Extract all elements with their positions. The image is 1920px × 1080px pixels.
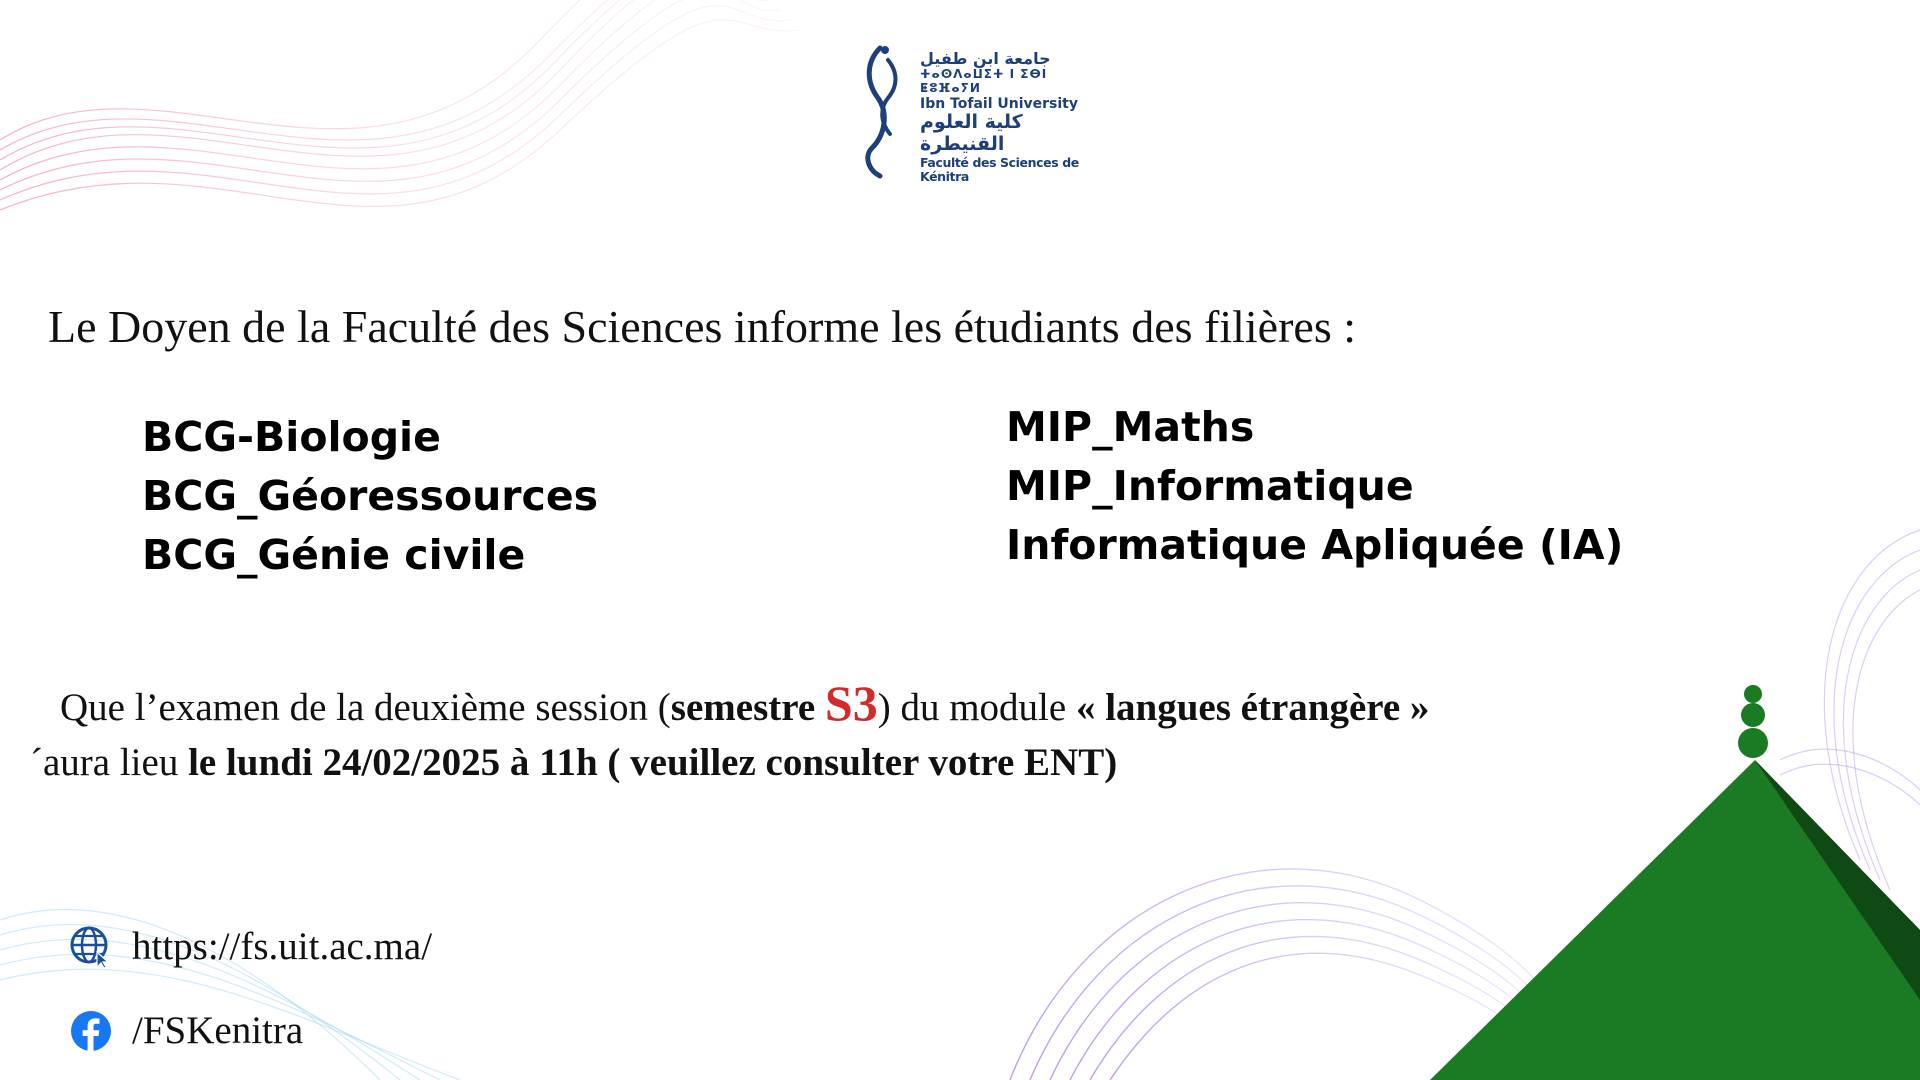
filiere-item: Informatique Apliquée (IA) [1006,521,1624,569]
globe-icon [70,926,112,968]
filiere-item: BCG_Géoressources [142,472,599,520]
exam-date: le lundi 24/02/2025 à 11h ( veuillez consulter votre ENT) [188,741,1118,784]
notice-line-2 [30,735,1429,790]
intro-text: Le Doyen de la Faculté des Sciences informe les étudiants des filières : [48,301,1357,352]
filiere-list-right [1006,398,1623,575]
filiere-item: MIP_Maths [1006,403,1255,451]
website-link[interactable] [70,924,432,969]
filiere-item: MIP_Informatique [1006,462,1414,510]
notice-part2: ) du module [877,686,1076,729]
filiere-list-left [142,408,598,585]
logo-tifinagh: ⵜⴰⵙⴷⴰⵡⵉⵜ ⵏ ⵉⴱⵏ ⵟⵓⴼⴰⵢⵍ [920,67,1048,96]
university-emblem-icon [858,42,906,182]
logo-english: Ibn Tofail University [920,95,1078,112]
pink-wave-decoration [0,0,800,210]
module-name: « langues étrangère » [1075,686,1430,729]
green-pyramid-decoration [1430,685,1920,1080]
exam-notice [30,676,1429,790]
notice-semestre: semestre [670,686,825,729]
logo-arabic-faculty: كلية العلوم القنيطرة [920,111,1023,155]
facebook-link[interactable] [70,1008,303,1053]
logo-arabic-university: جامعة ابن طفيل [920,49,1051,68]
logo-french-faculty: Faculté des Sciences de Kénitra [920,154,1079,185]
website-url: https://fs.uit.ac.ma/ [132,925,433,968]
notice-part3: ´aura lieu [30,741,189,784]
filiere-item: BCG-Biologie [142,413,441,461]
notice-part1: Que l’examen de la deuxième session ( [60,686,671,729]
notice-line-1 [30,676,1429,735]
facebook-handle: /FSKenitra [132,1009,304,1052]
facebook-icon [70,1010,112,1052]
filiere-item: BCG_Génie civile [142,531,526,579]
university-logo [858,42,1088,185]
semester-code: S3 [824,675,878,731]
